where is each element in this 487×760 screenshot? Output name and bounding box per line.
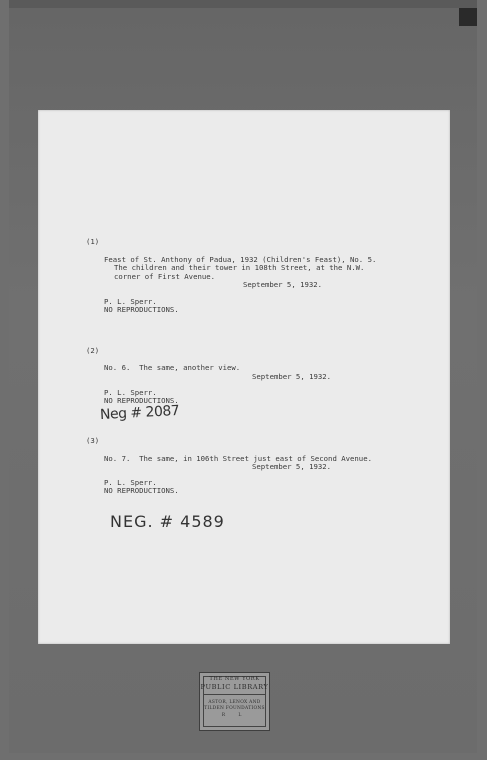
entry-3-date: September 5, 1932. bbox=[252, 462, 332, 471]
entry-2-date: September 5, 1932. bbox=[252, 372, 332, 381]
entry-3-number: (3) bbox=[86, 436, 100, 445]
entry-3-restriction: NO REPRODUCTIONS. bbox=[104, 486, 179, 495]
stamp-line-4: TILDEN FOUNDATIONS bbox=[204, 706, 265, 711]
entry-3-line-1: No. 7. The same, in 106th Street just east of Second Avenue. bbox=[104, 454, 372, 463]
entry-2-photographer: P. L. Sperr. bbox=[104, 388, 157, 397]
library-stamp bbox=[199, 672, 270, 731]
entry-1-photographer: P. L. Sperr. bbox=[104, 297, 157, 306]
stamp-line-2: PUBLIC LIBRARY bbox=[200, 683, 269, 691]
typed-sheet bbox=[38, 110, 450, 644]
entry-1-restriction: NO REPRODUCTIONS. bbox=[104, 305, 179, 314]
stamp-divider bbox=[204, 694, 265, 695]
stamp-line-3: ASTOR, LENOX AND bbox=[208, 700, 261, 705]
entry-1-date: September 5, 1932. bbox=[243, 280, 323, 289]
handwritten-neg-number-2: NEG. # 4589 bbox=[110, 512, 225, 531]
stamp-line-1: THE NEW YORK bbox=[209, 676, 260, 682]
entry-3-photographer: P. L. Sperr. bbox=[104, 478, 157, 487]
entry-1-line-2: The children and their tower in 108th Street, at the N.W. bbox=[114, 263, 365, 272]
entry-1-number: (1) bbox=[86, 237, 100, 246]
entry-2-line-1: No. 6. The same, another view. bbox=[104, 363, 241, 372]
stamp-line-5: R L bbox=[221, 713, 248, 718]
mount-corner-shadow bbox=[459, 8, 477, 26]
entry-1-line-3: corner of First Avenue. bbox=[114, 272, 216, 281]
entry-2-restriction: NO REPRODUCTIONS. bbox=[104, 396, 179, 405]
entry-2-number: (2) bbox=[86, 346, 100, 355]
handwritten-neg-number-1: Neg # 2087 bbox=[99, 402, 180, 424]
entry-1-line-1: Feast of St. Anthony of Padua, 1932 (Children's Feast), No. 5. bbox=[104, 255, 377, 264]
